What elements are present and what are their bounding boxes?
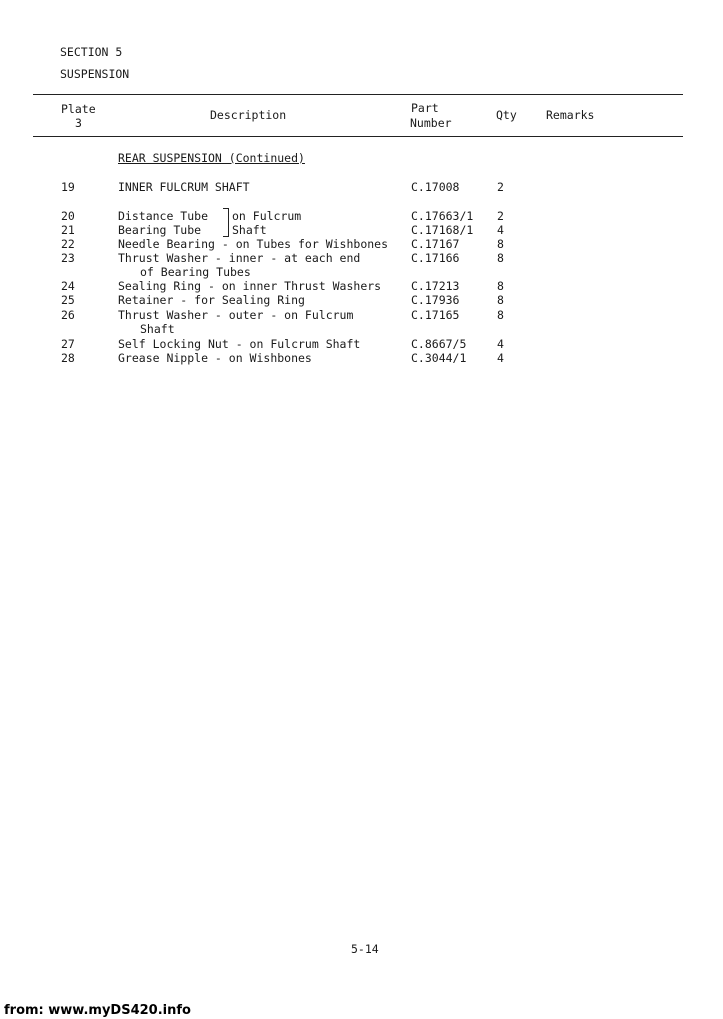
- section-label: SECTION 5: [60, 45, 123, 59]
- row-qty: 8: [497, 237, 504, 251]
- row-description: Thrust Washer - outer - on Fulcrum: [118, 308, 354, 322]
- row-description: Bearing Tube: [118, 223, 202, 237]
- row-description: Needle Bearing - on Tubes for Wishbones: [118, 237, 389, 251]
- header-rule: [33, 136, 683, 137]
- row-part-number: C.17168/1: [411, 223, 474, 237]
- page-number: 5-14: [351, 942, 379, 956]
- row-part-number: C.17165: [411, 308, 460, 322]
- row-part-number: C.17213: [411, 279, 460, 293]
- row-description: Grease Nipple - on Wishbones: [118, 351, 312, 365]
- row-qty: 8: [497, 293, 504, 307]
- row-part-number: C.17166: [411, 251, 460, 265]
- row-qty: 8: [497, 251, 504, 265]
- row-qty: 8: [497, 279, 504, 293]
- col-qty: Qty: [496, 108, 517, 122]
- row-plate: 28: [61, 351, 75, 365]
- row-description-shared: on Fulcrum: [232, 209, 302, 223]
- row-plate: 20: [61, 209, 75, 223]
- row-part-number: C.17663/1: [411, 209, 474, 223]
- row-plate: 24: [61, 279, 75, 293]
- row-description-continued: Shaft: [140, 322, 175, 336]
- row-description: INNER FULCRUM SHAFT: [118, 180, 250, 194]
- row-qty: 4: [497, 337, 504, 351]
- col-part: Part: [411, 101, 439, 115]
- col-plate-num: 3: [75, 116, 82, 130]
- source-footer: from: www.myDS420.info: [4, 1003, 191, 1018]
- row-qty: 8: [497, 308, 504, 322]
- row-plate: 26: [61, 308, 75, 322]
- row-description-continued: of Bearing Tubes: [140, 265, 251, 279]
- row-plate: 22: [61, 237, 75, 251]
- row-part-number: C.3044/1: [411, 351, 467, 365]
- row-description: Sealing Ring - on inner Thrust Washers: [118, 279, 382, 293]
- row-plate: 23: [61, 251, 75, 265]
- bracket-top: [223, 208, 229, 223]
- col-number: Number: [410, 116, 452, 130]
- row-description: Thrust Washer - inner - at each end: [118, 251, 361, 265]
- bracket-bottom: [223, 222, 229, 237]
- row-description: Self Locking Nut - on Fulcrum Shaft: [118, 337, 361, 351]
- top-rule: [33, 94, 683, 95]
- row-description: Distance Tube: [118, 209, 209, 223]
- row-plate: 19: [61, 180, 75, 194]
- col-plate: Plate: [61, 102, 96, 116]
- row-part-number: C.17008: [411, 180, 460, 194]
- row-qty: 2: [497, 209, 504, 223]
- section-title: SUSPENSION: [60, 67, 130, 81]
- row-qty: 4: [497, 223, 504, 237]
- col-remarks: Remarks: [546, 108, 595, 122]
- row-plate: 25: [61, 293, 75, 307]
- row-part-number: C.17167: [411, 237, 460, 251]
- col-description: Description: [210, 108, 287, 122]
- row-qty: 2: [497, 180, 504, 194]
- row-description-shared: Shaft: [232, 223, 267, 237]
- row-part-number: C.17936: [411, 293, 460, 307]
- row-description: Retainer - for Sealing Ring: [118, 293, 305, 307]
- row-qty: 4: [497, 351, 504, 365]
- row-part-number: C.8667/5: [411, 337, 467, 351]
- subheading: REAR SUSPENSION (Continued): [118, 151, 305, 165]
- row-plate: 21: [61, 223, 75, 237]
- row-plate: 27: [61, 337, 75, 351]
